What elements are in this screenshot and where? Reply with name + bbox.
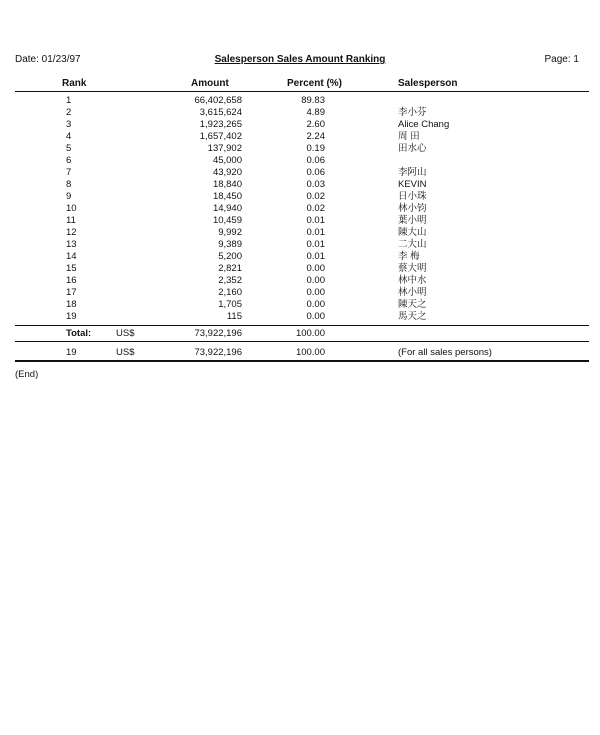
percent-cell: 0.03: [306, 179, 325, 190]
table-row: [0, 275, 600, 287]
table-row: [0, 107, 600, 119]
percent-cell: 0.01: [306, 227, 325, 238]
report-title: Salesperson Sales Amount Ranking: [214, 54, 386, 65]
amount-column-header: Amount: [191, 78, 229, 89]
column-headers: [0, 78, 600, 90]
rank-cell: 11: [66, 215, 76, 226]
percent-cell: 4.89: [306, 107, 325, 118]
rank-cell: 3: [66, 119, 72, 130]
salesperson-cell: 田水心: [398, 143, 427, 154]
amount-cell: 18,450: [212, 191, 242, 202]
rank-cell: 16: [66, 275, 77, 286]
percent-cell: 2.60: [306, 119, 325, 130]
end-marker: (End): [15, 369, 39, 380]
total-amount: 73,922,196: [194, 328, 242, 339]
table-row: [0, 155, 600, 167]
salesperson-cell: Alice Chang: [398, 119, 450, 130]
summary-amount: 73,922,196: [194, 347, 242, 358]
percent-cell: 0.00: [306, 311, 325, 322]
header-rule: [15, 91, 589, 92]
amount-cell: 9,389: [218, 239, 242, 250]
salesperson-cell: 葉小明: [398, 215, 427, 226]
table-row: [0, 143, 600, 155]
amount-cell: 2,352: [218, 275, 242, 286]
rank-cell: 12: [66, 227, 77, 238]
table-row: [0, 215, 600, 227]
rank-cell: 14: [66, 251, 77, 262]
percent-cell: 0.02: [306, 203, 325, 214]
table-row: [0, 131, 600, 143]
table-row: [0, 263, 600, 275]
total-row: [0, 328, 600, 340]
rank-cell: 9: [66, 191, 72, 202]
rank-cell: 7: [66, 167, 72, 178]
amount-cell: 66,402,658: [194, 95, 242, 106]
total-percent: 100.00: [295, 328, 325, 339]
amount-cell: 115: [226, 311, 242, 322]
table-row: [0, 251, 600, 263]
table-row: [0, 179, 600, 191]
amount-cell: 14,940: [212, 203, 242, 214]
rank-cell: 2: [66, 107, 72, 118]
salesperson-cell: 二大山: [398, 239, 427, 250]
amount-cell: 2,821: [218, 263, 242, 274]
table-row: [0, 227, 600, 239]
salesperson-cell: 李阿山: [398, 167, 427, 178]
table-row: [0, 167, 600, 179]
ranking-table-body: [0, 95, 600, 323]
summary-row: [0, 347, 600, 359]
percent-cell: 0.19: [306, 143, 325, 154]
rank-cell: 8: [66, 179, 72, 190]
rank-cell: 10: [66, 203, 77, 214]
salesperson-cell: 蔡大明: [398, 263, 427, 274]
salesperson-cell: 陳天之: [398, 299, 427, 310]
percent-cell: 0.00: [306, 263, 325, 274]
rank-cell: 1: [66, 95, 72, 106]
amount-cell: 9,992: [218, 227, 242, 238]
salesperson-cell: 林中水: [398, 275, 427, 286]
report-date: Date: 01/23/97: [15, 54, 81, 65]
amount-cell: 5,200: [218, 251, 242, 262]
percent-cell: 0.00: [306, 287, 325, 298]
page-number: Page: 1: [544, 54, 579, 65]
salesperson-cell: KEVIN: [398, 179, 427, 190]
total-bottom-rule: [15, 341, 589, 342]
table-row: [0, 203, 600, 215]
amount-cell: 2,160: [218, 287, 242, 298]
rank-cell: 4: [66, 131, 72, 142]
total-label: Total:: [66, 328, 92, 339]
rank-cell: 17: [66, 287, 77, 298]
table-row: [0, 191, 600, 203]
summary-note: (For all sales persons): [398, 347, 492, 358]
percent-cell: 0.06: [306, 167, 325, 178]
percent-cell: 2.24: [306, 131, 325, 142]
percent-cell: 0.01: [306, 251, 325, 262]
percent-cell: 0.00: [306, 275, 325, 286]
table-row: [0, 287, 600, 299]
percent-cell: 0.06: [306, 155, 325, 166]
amount-cell: 3,615,624: [199, 107, 242, 118]
summary-currency: US$: [116, 347, 135, 358]
percent-cell: 0.02: [306, 191, 325, 202]
summary-count: 19: [66, 347, 77, 358]
rank-cell: 13: [66, 239, 77, 250]
rank-cell: 15: [66, 263, 77, 274]
salesperson-cell: 陳大山: [398, 227, 427, 238]
table-row: [0, 311, 600, 323]
salesperson-cell: 馬天之: [398, 311, 427, 322]
total-top-rule: [15, 325, 589, 326]
salesperson-cell: 李小芬: [398, 107, 427, 118]
amount-cell: 1,657,402: [199, 131, 242, 142]
percent-column-header: Percent (%): [287, 78, 343, 89]
salesperson-cell: 日小珠: [398, 191, 427, 202]
rank-cell: 18: [66, 299, 77, 310]
rank-cell: 5: [66, 143, 72, 154]
amount-cell: 18,840: [212, 179, 242, 190]
amount-cell: 45,000: [212, 155, 242, 166]
salesperson-cell: 李 梅: [398, 251, 420, 262]
salesperson-cell: 周 田: [398, 131, 420, 142]
amount-cell: 10,459: [212, 215, 242, 226]
salesperson-cell: 林小明: [398, 287, 427, 298]
rank-column-header: Rank: [62, 78, 87, 89]
salesperson-column-header: Salesperson: [398, 78, 458, 89]
salesperson-cell: 林小钧: [398, 203, 427, 214]
amount-cell: 43,920: [212, 167, 242, 178]
table-row: [0, 95, 600, 107]
percent-cell: 89.83: [301, 95, 325, 106]
summary-bottom-rule: [15, 360, 589, 362]
percent-cell: 0.00: [306, 299, 325, 310]
amount-cell: 137,902: [207, 143, 242, 154]
table-row: [0, 299, 600, 311]
total-currency: US$: [116, 328, 135, 339]
rank-cell: 6: [66, 155, 72, 166]
summary-percent: 100.00: [295, 347, 325, 358]
percent-cell: 0.01: [306, 215, 325, 226]
rank-cell: 19: [66, 311, 77, 322]
table-row: [0, 119, 600, 131]
amount-cell: 1,923,265: [199, 119, 242, 130]
amount-cell: 1,705: [218, 299, 242, 310]
table-row: [0, 239, 600, 251]
percent-cell: 0.01: [306, 239, 325, 250]
